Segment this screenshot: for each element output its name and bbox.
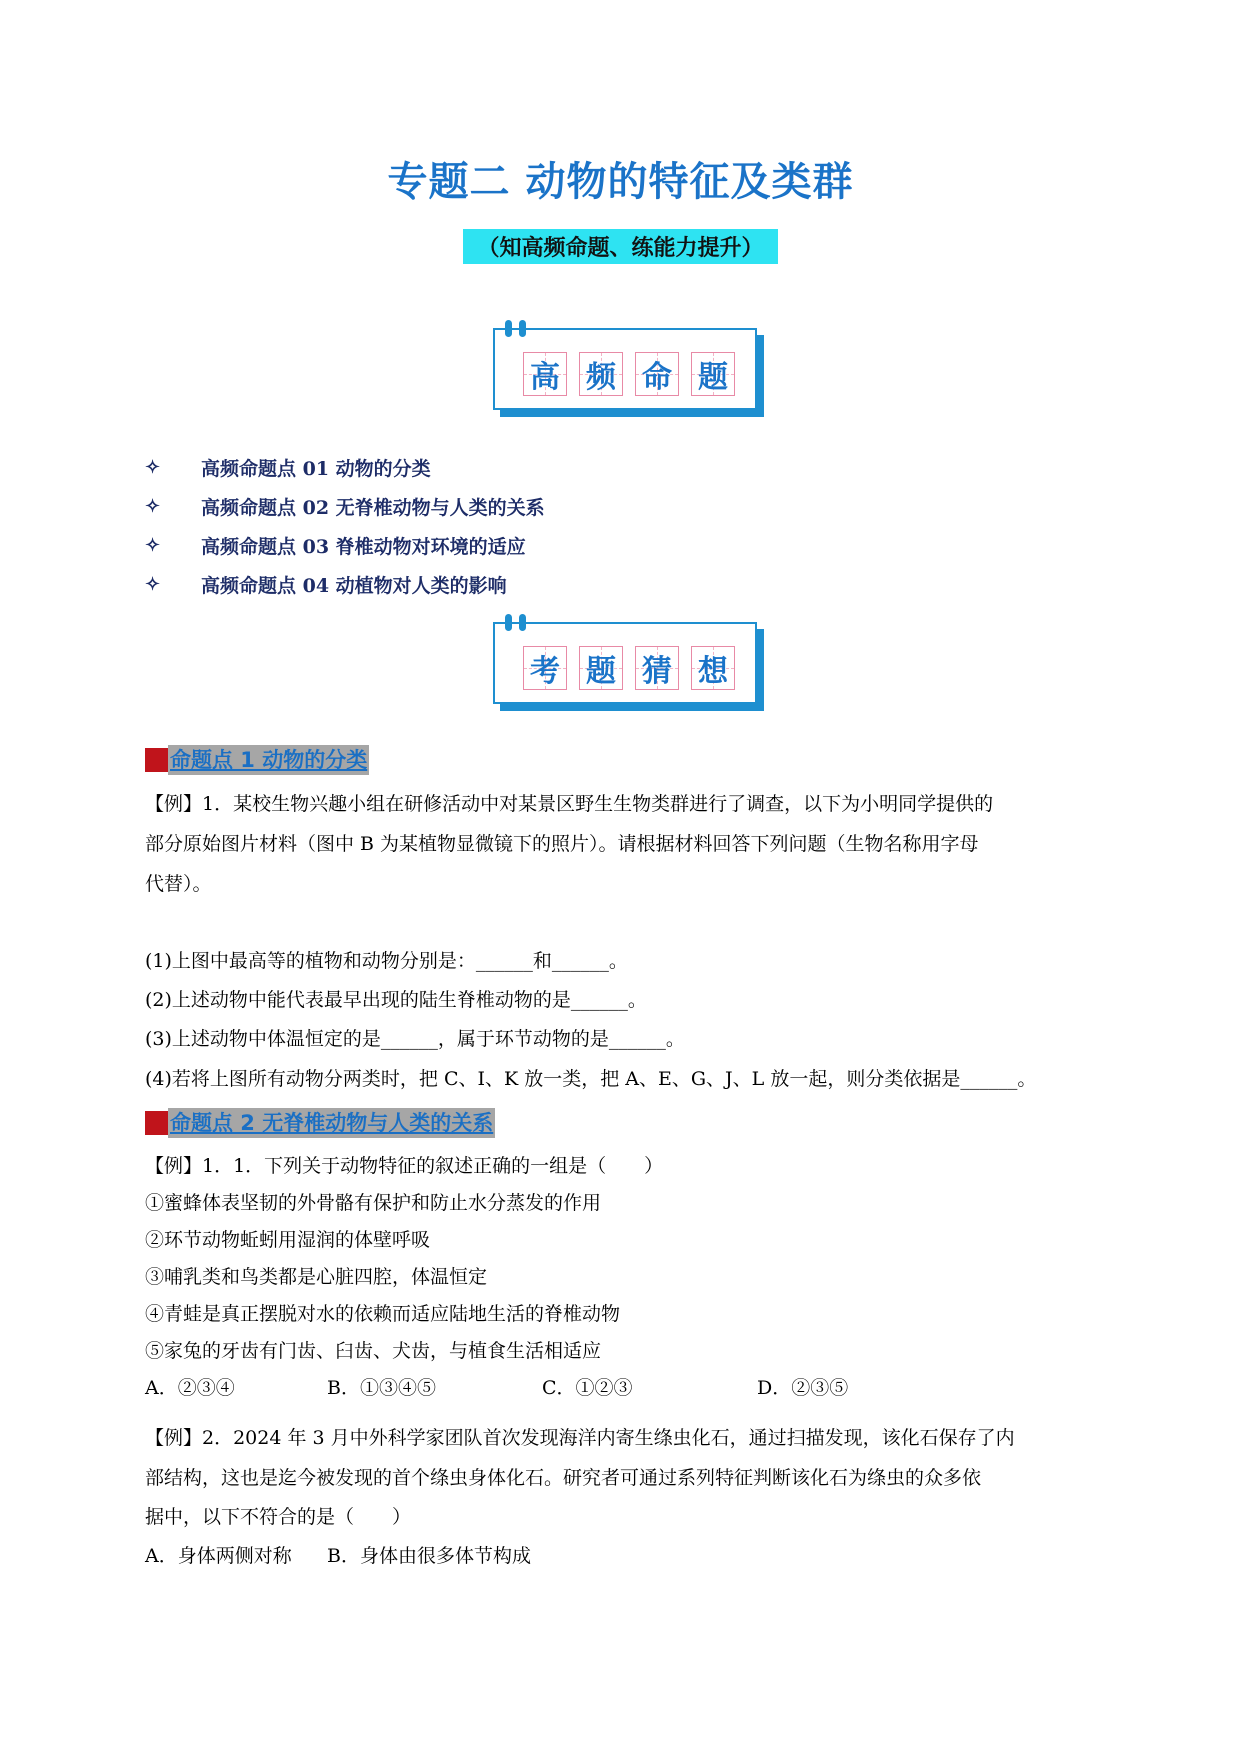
topic-list-item[interactable] (145, 487, 545, 526)
statement-text: ⑤家兔的牙齿有门齿、臼齿、犬齿，与植食生活相适应 (145, 1340, 602, 1362)
question-text: (3)上述动物中体温恒定的是______，属于环节动物的是______。 (145, 1028, 685, 1050)
binder-ring-icon (519, 320, 526, 336)
question-text: 【例】1．1．下列关于动物特征的叙述正确的一组是（ ） (145, 1155, 664, 1177)
choice-b[interactable]: B．身体由很多体节构成 (327, 1545, 531, 1567)
topic-label: 高频命题点 02 无脊椎动物与人类的关系 (201, 497, 545, 519)
red-marker-icon (145, 748, 168, 772)
badge-high-frequency (493, 328, 771, 422)
statement-text: ②环节动物蚯蚓用湿润的体壁呼吸 (145, 1229, 431, 1251)
answer-choices (145, 1541, 531, 1571)
question-text: 【例】2．2024 年 3 月中外科学家团队首次发现海洋内寄生绦虫化石，通过扫描发现，该化石保存了内 (145, 1427, 1015, 1449)
badge-char: 猜 (635, 646, 679, 690)
section-heading (145, 1107, 495, 1139)
statement-text: ③哺乳类和鸟类都是心脏四腔，体温恒定 (145, 1266, 488, 1288)
choice-a[interactable]: A．身体两侧对称 (145, 1545, 292, 1567)
badge-char: 频 (579, 352, 623, 396)
section-heading-label: 命题点 1 动物的分类 (168, 745, 369, 775)
choice-b[interactable]: B．①③④⑤ (327, 1377, 436, 1399)
badge-card (493, 622, 757, 704)
diamond-bullet-icon: ✧ (145, 457, 161, 478)
topic-list-item[interactable] (145, 526, 545, 565)
question-text: (4)若将上图所有动物分两类时，把 C、I、K 放一类，把 A、E、G、J、L 放一起，则分类依据是______。 (145, 1068, 1037, 1090)
badge-char: 高 (523, 352, 567, 396)
badge-char: 命 (635, 352, 679, 396)
binder-ring-icon (505, 614, 512, 630)
diamond-bullet-icon: ✧ (145, 574, 161, 595)
choice-c[interactable]: C．①②③ (542, 1377, 633, 1399)
page-title: 专题二 动物的特征及类群 (387, 159, 854, 205)
subtitle-wrap (0, 229, 1241, 264)
question-text: 代替）。 (145, 873, 212, 895)
badge-char: 想 (691, 646, 735, 690)
badge-char: 题 (579, 646, 623, 690)
question-text: 部结构，这也是迄今被发现的首个绦虫身体化石。研究者可通过系列特征判断该化石为绦虫的众多依 (145, 1467, 982, 1489)
statement-text: ①蜜蜂体表坚韧的外骨骼有保护和防止水分蒸发的作用 (145, 1192, 602, 1214)
question-text: 据中，以下不符合的是（ ） (145, 1506, 412, 1528)
question-text: (1)上图中最高等的植物和动物分别是：______和______。 (145, 950, 628, 972)
question-text: (2)上述动物中能代表最早出现的陆生脊椎动物的是______。 (145, 989, 647, 1011)
choice-a[interactable]: A．②③④ (145, 1377, 235, 1399)
topic-list-item[interactable] (145, 565, 545, 604)
badge-char: 考 (523, 646, 567, 690)
page-subtitle: （知高频命题、练能力提升） (463, 229, 777, 264)
choice-d[interactable]: D．②③⑤ (757, 1377, 849, 1399)
binder-ring-icon (519, 614, 526, 630)
red-marker-icon (145, 1111, 168, 1135)
section-heading-label: 命题点 2 无脊椎动物与人类的关系 (168, 1108, 495, 1138)
badge-card (493, 328, 757, 410)
answer-choices (145, 1373, 848, 1403)
topic-list (145, 448, 545, 604)
question-text: 部分原始图片材料（图中 B 为某植物显微镜下的照片）。请根据材料回答下列问题（生物名称用字母 (145, 833, 979, 855)
topic-list-item[interactable] (145, 448, 545, 487)
question-text: 【例】1．某校生物兴趣小组在研修活动中对某景区野生生物类群进行了调查，以下为小明同学提供的 (145, 793, 994, 815)
badge-char: 题 (691, 352, 735, 396)
topic-label: 高频命题点 04 动植物对人类的影响 (201, 575, 507, 597)
statement-text: ④青蛙是真正摆脱对水的依赖而适应陆地生活的脊椎动物 (145, 1303, 621, 1325)
binder-ring-icon (505, 320, 512, 336)
diamond-bullet-icon: ✧ (145, 496, 161, 517)
topic-label: 高频命题点 01 动物的分类 (201, 458, 431, 480)
badge-exam-prediction (493, 622, 771, 716)
topic-label: 高频命题点 03 脊椎动物对环境的适应 (201, 536, 526, 558)
diamond-bullet-icon: ✧ (145, 535, 161, 556)
section-heading (145, 744, 369, 776)
